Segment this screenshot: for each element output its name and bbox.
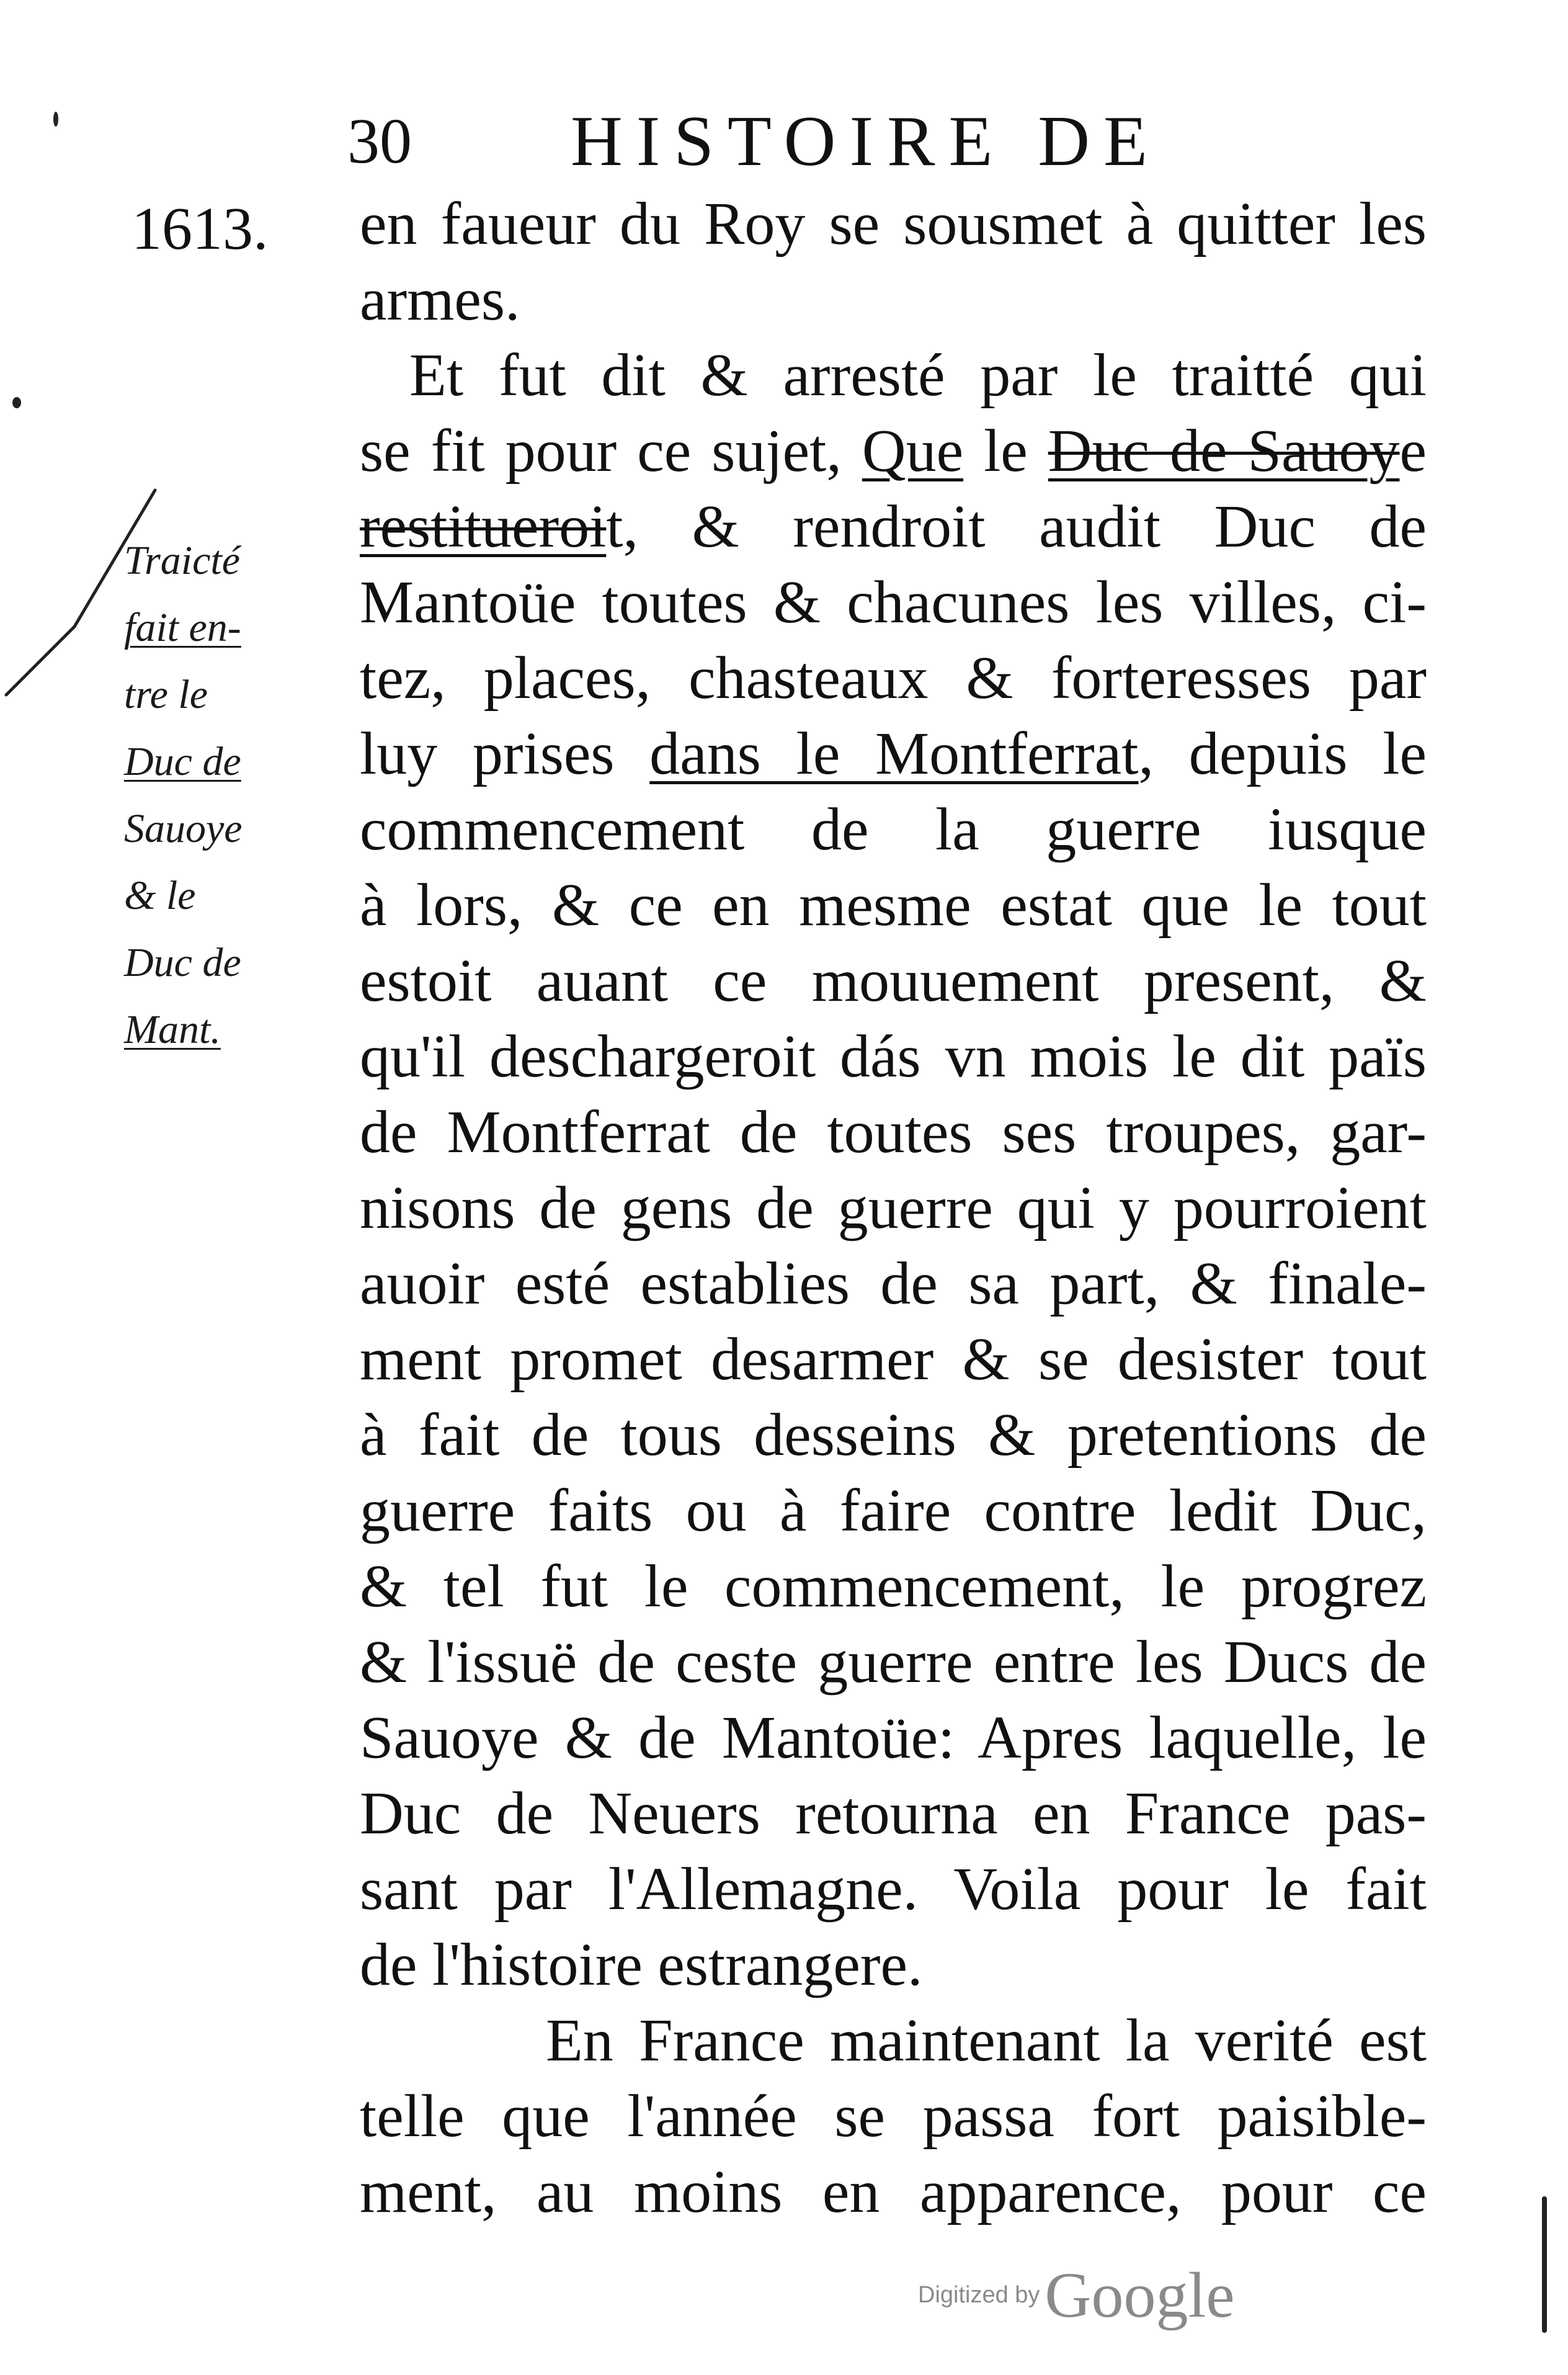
text-segment: ment promet desarmer & se desister tout [360,1326,1427,1393]
text-segment: & l'issuë de ceste guerre entre les Ducs de [360,1629,1427,1696]
google-logo: Google [1045,2260,1235,2331]
text-line [360,1851,1427,1927]
text-segment: se fit pour ce sujet, [360,418,862,485]
text-segment: Duc de Neuers retourna en France pas- [360,1780,1427,1847]
text-segment: tez, places, chasteaux & forteresses par [360,645,1427,712]
digitized-footer [918,2258,1235,2332]
text-segment: Sauoye & de Mantoüe: Apres laquelle, le [360,1704,1427,1771]
running-head: HISTOIRE DE [571,102,1161,181]
text-segment: à lors, & ce en mesme estat que le tout [360,872,1427,939]
text-segment: estoit auant ce mouuement present, & [360,947,1427,1014]
text-segment: t, & rendroit audit Duc de [606,493,1427,560]
text-line [360,1397,1427,1473]
text-segment: commencement de la guerre iusque [360,796,1427,863]
text-segment-strike: restitueroi [360,493,607,560]
margin-note-line: Duc de [124,739,241,784]
margin-note-line: Duc de [124,940,241,985]
text-line [360,338,1427,413]
text-segment: luy prises [360,720,650,787]
text-segment: guerre faits ou à faire contre ledit Duc, [360,1477,1427,1544]
text-line [360,1094,1427,1170]
text-segment: & tel fut le commencement, le progrez [360,1553,1427,1620]
text-line [360,2003,1427,2078]
text-segment: armes. [360,266,520,333]
text-line [360,640,1427,716]
body-text [360,186,1427,2230]
text-line [360,1927,1427,2003]
text-line [360,2154,1427,2230]
text-line [360,1700,1427,1776]
text-segment: auoir esté establies de sa part, & finale- [360,1250,1427,1317]
text-line [360,413,1427,489]
text-line [360,1322,1427,1397]
text-line [360,716,1427,792]
margin-note-line: Mant. [124,1007,221,1052]
text-line [360,1019,1427,1094]
text-segment-underline: Que [862,418,964,485]
text-line [360,867,1427,943]
text-segment: nisons de gens de guerre qui y pourroient [360,1174,1427,1241]
text-segment: Mantoüe toutes & chacunes les villes, ci- [360,569,1427,636]
text-line [360,1473,1427,1549]
text-segment: qu'il deschargeroit dás vn mois le dit païs [360,1023,1427,1090]
page-number: 30 [347,105,412,177]
margin-note-line: tre le [124,672,208,717]
margin-note-line: & le [124,873,196,918]
text-segment-strike: Duc de Sauoy [1048,418,1400,485]
text-segment: sant par l'Allemagne. Voila pour le fait [360,1856,1427,1923]
text-line [360,943,1427,1019]
text-line [360,262,1427,338]
text-segment: de l'histoire estrangere. [360,1931,923,1998]
ink-speck [53,112,58,127]
margin-note-line: Traicté [124,538,241,583]
ink-speck [12,397,21,408]
text-line [360,1246,1427,1322]
text-line [360,2078,1427,2154]
margin-note [124,527,329,1063]
text-line [360,1170,1427,1246]
text-line [360,565,1427,640]
text-segment: telle que l'année se passa fort paisible- [360,2083,1427,2150]
text-line [360,186,1427,262]
digitized-label: Digitized by [918,2282,1040,2308]
text-segment-underline: dans le Montferrat [649,720,1139,787]
margin-year: 1613. [131,195,269,262]
text-segment: , depuis le [1138,720,1427,787]
text-line [360,1624,1427,1700]
text-line [360,792,1427,867]
margin-note-line: fait en- [124,605,241,650]
text-segment: à fait de tous desseins & pretentions de [360,1402,1427,1469]
margin-note-line: Sauoye [124,806,243,851]
text-segment: e [1399,418,1427,485]
text-line [360,1776,1427,1851]
ink-speck [1542,2196,1547,2333]
text-segment: en faueur du Roy se sousmet à quitter les [360,190,1427,257]
text-line [360,1549,1427,1624]
text-segment: le [963,418,1048,485]
text-segment: Et fut dit & arresté par le traitté qui [409,342,1427,409]
text-segment: En France maintenant la verité est [546,2007,1427,2074]
text-line [360,489,1427,565]
text-segment: ment, au moins en apparence, pour ce [360,2158,1427,2225]
text-segment: de Montferrat de toutes ses troupes, gar- [360,1099,1427,1166]
